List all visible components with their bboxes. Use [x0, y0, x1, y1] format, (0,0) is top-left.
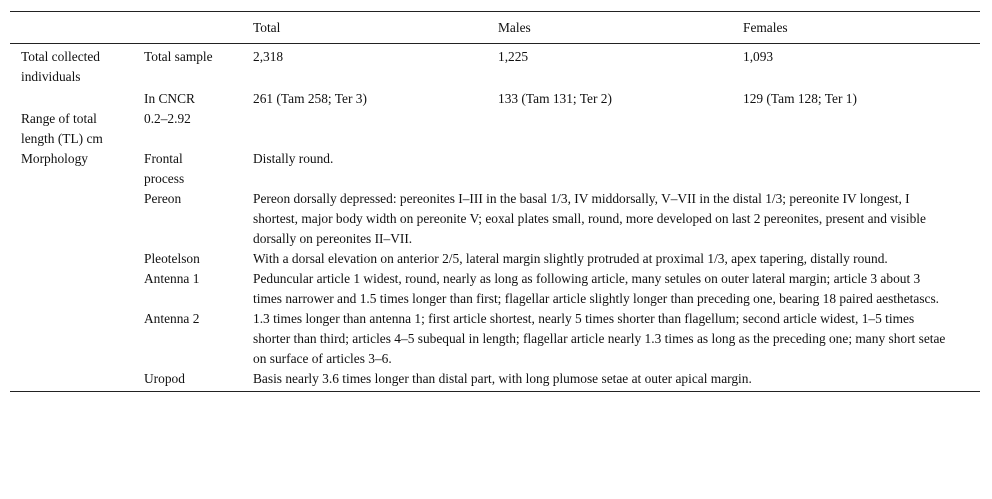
- header-col1: [10, 12, 144, 44]
- cell-antenna-1-text: Peduncular article 1 widest, round, nearly as long as following article, many setules on outer lateral margin; article 3 about 3 times narrower and 1.5 times longer than first; flagellar article slightly longer than preceding one, bearing 18 paired aesthetascs.: [253, 271, 940, 306]
- row-label-empty: [10, 87, 144, 109]
- table-row: [10, 44, 980, 88]
- row-sub-pleotelson: Pleotelson: [144, 251, 200, 266]
- header-total: Total: [253, 12, 498, 44]
- table-row: [10, 369, 980, 392]
- cell-total-sample-females: 1,093: [743, 49, 774, 64]
- cell-in-cncr-females: 129 (Tam 128; Ter 1): [743, 91, 857, 106]
- cell-pereon-text: Pereon dorsally depressed: pereonites I–III in the basal 1/3, IV middorsally, V–VII in the distal 1/3; pereonite IV longest, I shortest, major body width on pereonite V; eoxal plates small, round, more developed on last 2 pereonites, present and visible dorsally on pereonites II–VII.: [253, 191, 926, 246]
- table-row: [10, 269, 980, 309]
- row-sub-antenna-1: Antenna 1: [144, 271, 200, 286]
- row-sub-antenna-2: Antenna 2: [144, 311, 200, 326]
- cell-total-sample-males: 1,225: [498, 49, 529, 64]
- morphology-table: [10, 11, 980, 392]
- row-label-morphology: Morphology: [21, 151, 88, 166]
- cell-frontal-process-text: Distally round.: [253, 151, 334, 166]
- row-label-total-collected: Total collected individuals: [21, 49, 100, 84]
- row-sub-frontal-process: Frontal process: [144, 151, 185, 186]
- row-sub-uropod: Uropod: [144, 369, 253, 392]
- cell-uropod-text: Basis nearly 3.6 times longer than distal part, with long plumose setae at outer apical margin.: [253, 369, 980, 392]
- row-sub-total-sample: Total sample: [144, 49, 213, 64]
- table-row: [10, 87, 980, 109]
- cell-pleotelson-text: With a dorsal elevation on anterior 2/5, lateral margin slightly protruded at proximal 1/3, apex tapering, distally round.: [253, 251, 888, 266]
- cell-total-sample-total: 2,318: [253, 49, 284, 64]
- header-females: Females: [743, 12, 980, 44]
- table-row: [10, 109, 980, 149]
- row-sub-pereon: Pereon: [144, 191, 182, 206]
- header-col2: [144, 12, 253, 44]
- row-sub-in-cncr: In CNCR: [144, 91, 195, 106]
- table-row: [10, 309, 980, 369]
- header-males: Males: [498, 12, 743, 44]
- table-row: [10, 189, 980, 249]
- table-header-row: [10, 12, 980, 44]
- table-row: [10, 149, 980, 189]
- cell-antenna-2-text: 1.3 times longer than antenna 1; first article shortest, nearly 5 times shorter than flagellum; second article widest, 1–5 times shorter than third; articles 4–5 subequal in length; flagellar article nearly 1.3 times as long as the preceding one; many short setae on surface of articles 3–6.: [253, 311, 946, 366]
- row-label-range: Range of total length (TL) cm: [21, 111, 103, 146]
- cell-in-cncr-males: 133 (Tam 131; Ter 2): [498, 91, 612, 106]
- cell-in-cncr-total: 261 (Tam 258; Ter 3): [253, 91, 367, 106]
- table-row: [10, 249, 980, 269]
- cell-range-value: 0.2–2.92: [144, 111, 191, 126]
